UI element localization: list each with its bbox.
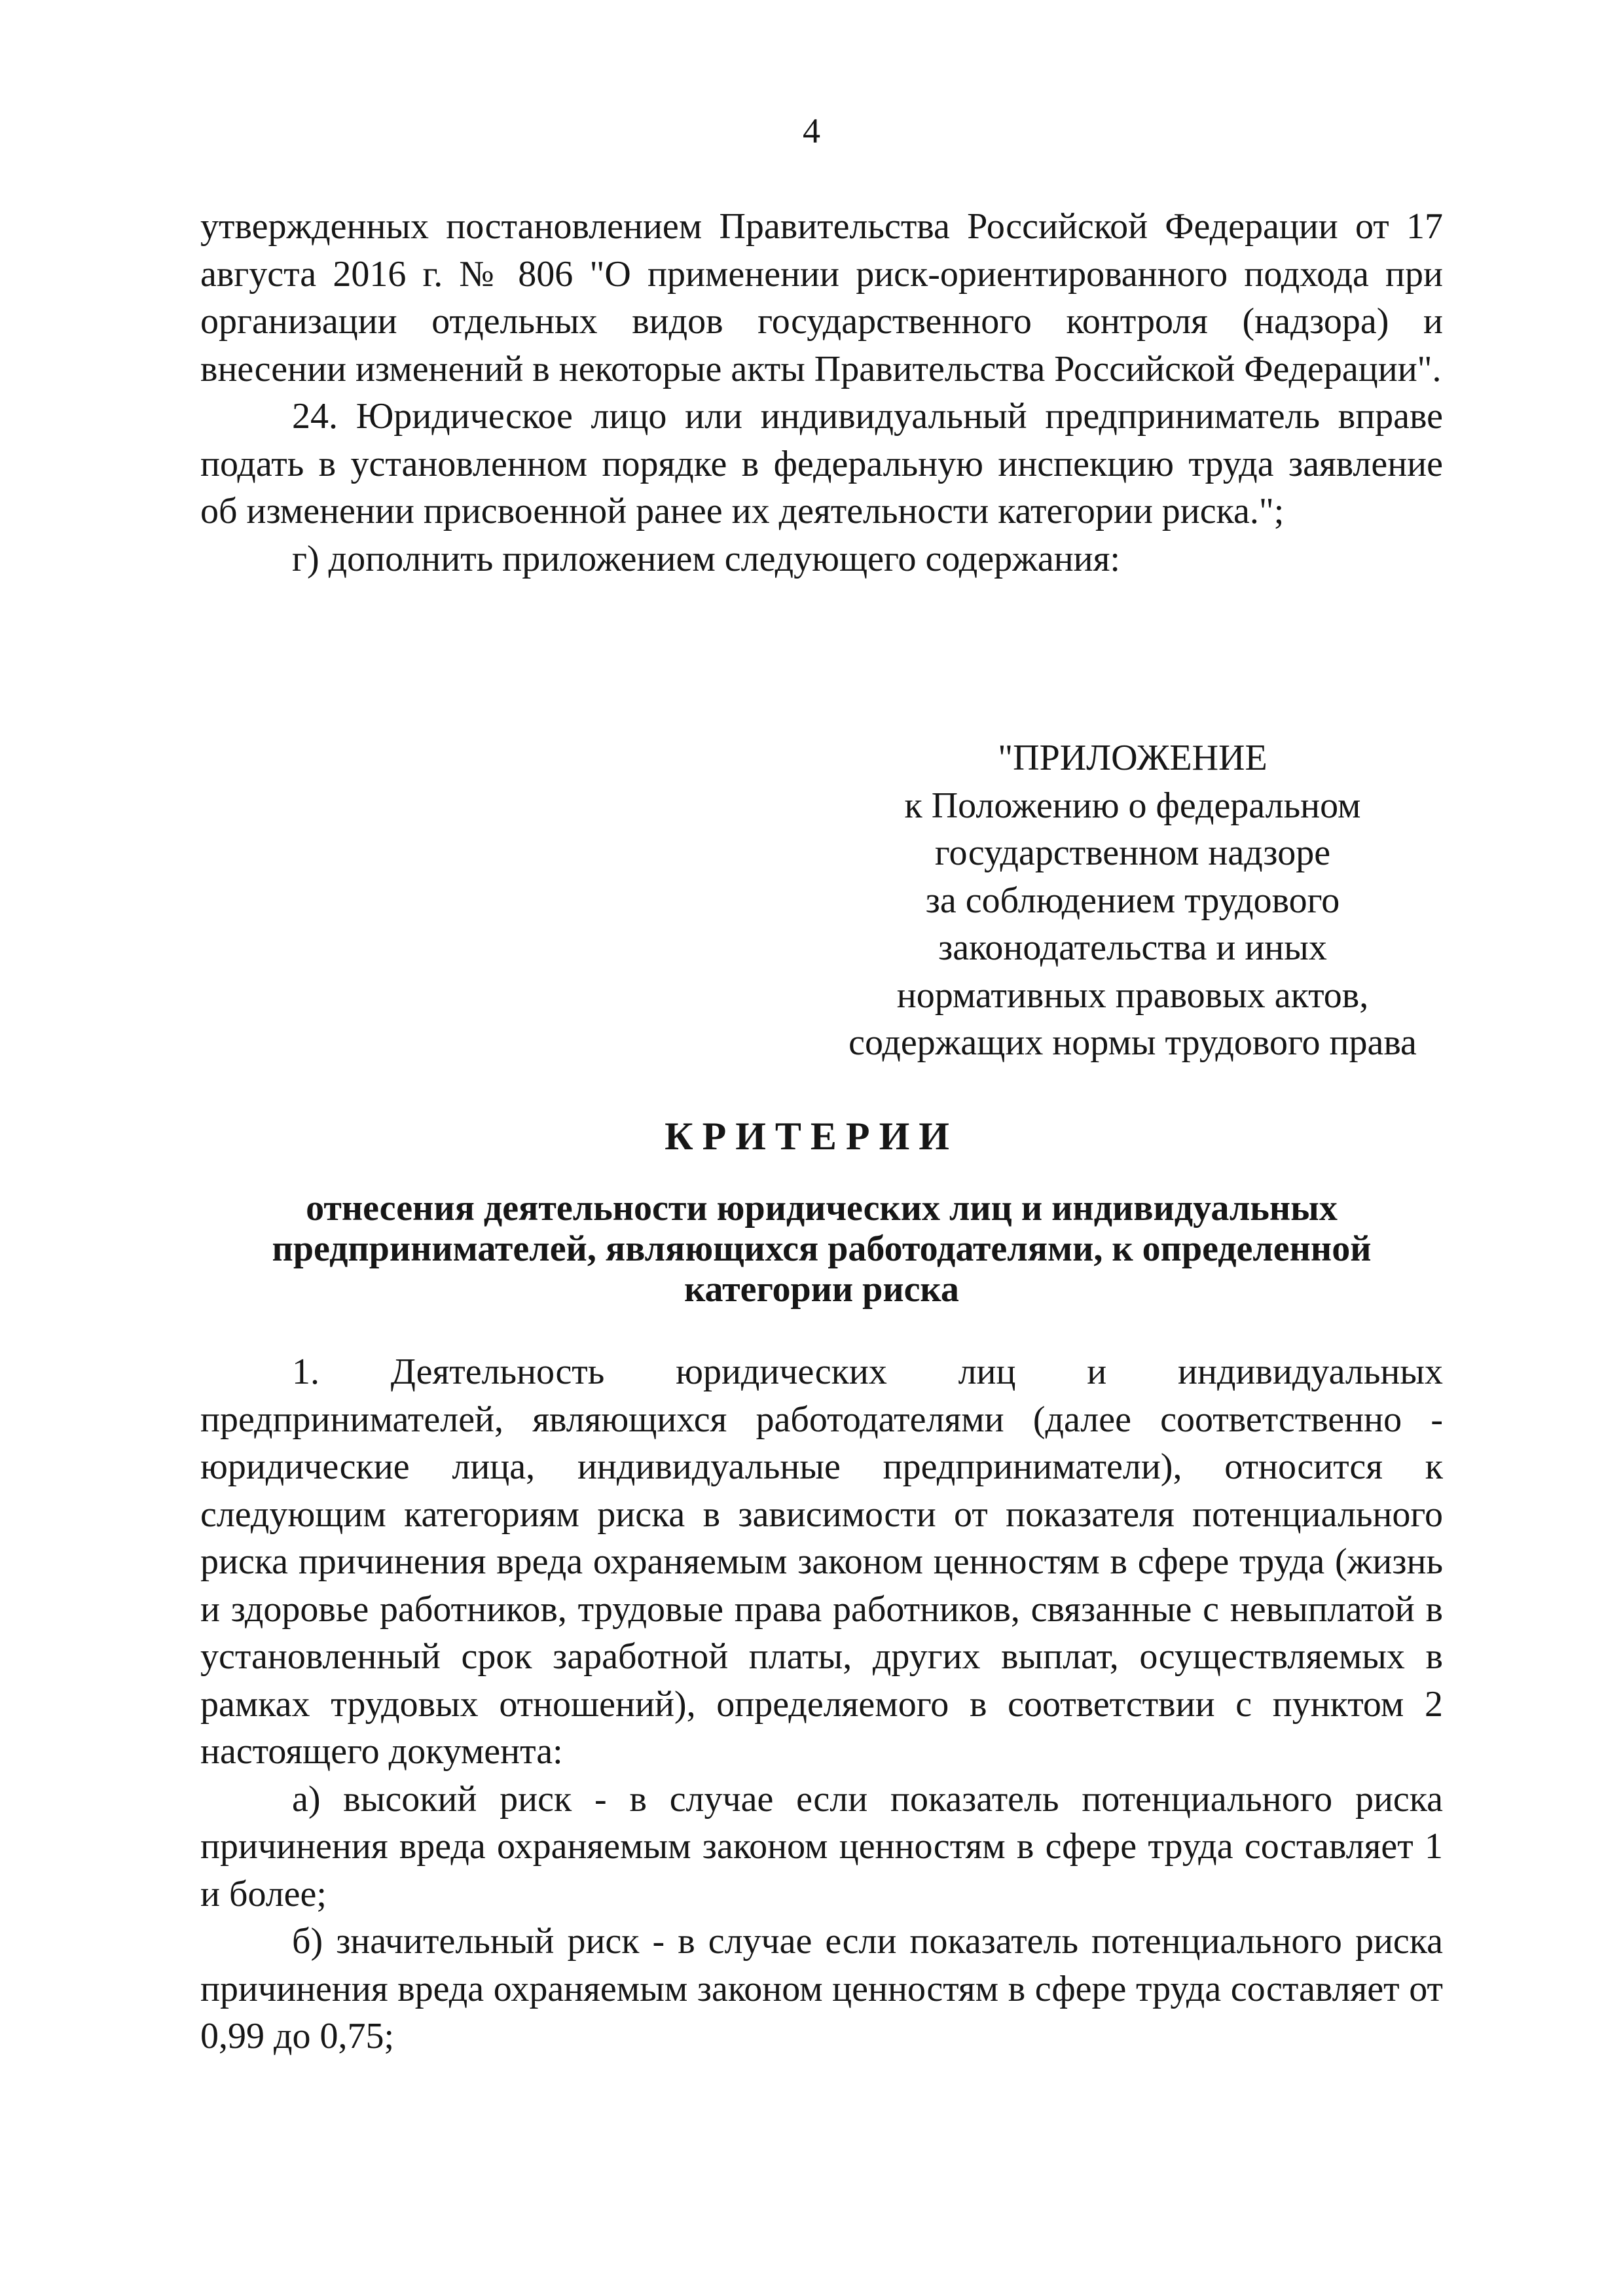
paragraph-item-24: 24. Юридическое лицо или индивидуальный предприниматель вправе подать в установленном порядке в федеральную инспекцию труда заявление об изменении присвоенной ранее их деятельности категории риска.";: [200, 396, 1443, 531]
appendix-line: за соблюдением трудового: [925, 880, 1340, 921]
appendix-line: содержащих нормы трудового права: [848, 1022, 1417, 1063]
appendix-title: "ПРИЛОЖЕНИЕ: [998, 738, 1267, 778]
criteria-subtitle-line: предпринимателей, являющихся работодателями, к определенной: [272, 1229, 1372, 1269]
appendix-header: [818, 734, 1447, 1067]
paragraph-subitem-g: г) дополнить приложением следующего содержания:: [292, 538, 1120, 579]
criteria-subitem-b: б) значительный риск - в случае если показатель потенциального риска причинения вреда охраняемым законом ценностям в сфере труда составляет от 0,99 до 0,75;: [200, 1921, 1443, 2056]
criteria-subtitle-line: категории риска: [684, 1269, 959, 1310]
top-text-block: [200, 203, 1443, 583]
criteria-text-block: [200, 1348, 1443, 2060]
appendix-line: к Положению о федеральном: [904, 785, 1361, 826]
criteria-subitem-a: а) высокий риск - в случае если показатель потенциального риска причинения вреда охраняемым законом ценностям в сфере труда составляет 1 и более;: [200, 1778, 1443, 1914]
appendix-line: законодательства и иных: [938, 927, 1327, 968]
page-number: 4: [803, 111, 820, 151]
paragraph-continuation: утвержденных постановлением Правительства Российской Федерации от 17 августа 2016 г. № 806 "О применении риск-ориентированного подхода при организации отдельных видов государственного контроля (надзора) и внесении изменений в некоторые акты Правительства Российской Федерации".: [200, 206, 1443, 389]
criteria-paragraph-1: 1. Деятельность юридических лиц и индивидуальных предпринимателей, являющихся работодателями (далее соответственно - юридические лица, индивидуальные предприниматели), относится к следующим категориям риска в зависимости от показателя потенциального риска причинения вреда охраняемым законом ценностям в сфере труда (жизнь и здоровье работников, трудовые права работников, связанные с невыплатой в установленный срок заработной платы, других выплат, осуществляемых в рамках трудовых отношений), определяемого в соответствии с пунктом 2 настоящего документа:: [200, 1352, 1443, 1772]
criteria-subtitle-line: отнесения деятельности юридических лиц и индивидуальных: [306, 1188, 1338, 1229]
appendix-line: нормативных правовых актов,: [896, 975, 1369, 1016]
appendix-line: государственном надзоре: [934, 833, 1331, 873]
criteria-subtitle: [200, 1188, 1443, 1310]
criteria-title: КРИТЕРИИ: [665, 1115, 958, 1158]
